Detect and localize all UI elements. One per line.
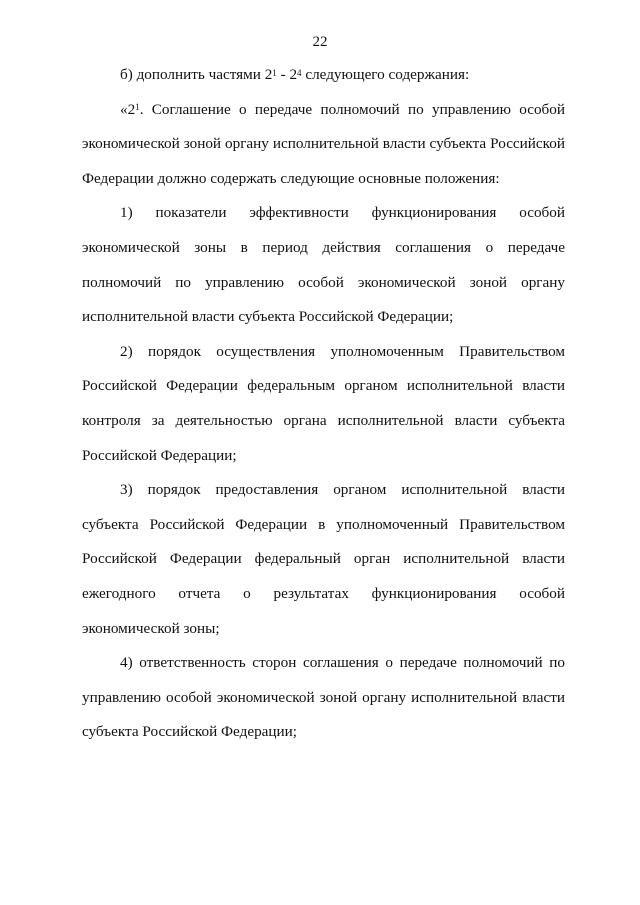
document-body	[82, 58, 565, 750]
intro-text-middle: - 2	[276, 66, 298, 83]
section-heading-text: . Соглашение о передаче полномочий по управлению особой экономической зоной органу исполнительной власти субъекта Российской Федерации должно содержать следующие основные положения:	[82, 100, 565, 187]
intro-superscript-2: 4	[297, 67, 302, 78]
page-number: 22	[312, 34, 328, 50]
list-item-2: 2) порядок осуществления уполномоченным Правительством Российской Федерации федеральным органом исполнительной власти контроля за деятельностью органа исполнительной власти субъекта Российской Федерации;	[82, 342, 565, 464]
section-heading-superscript: 1	[135, 102, 140, 113]
list-item-4: 4) ответственность сторон соглашения о передаче полномочий по управлению особой экономической зоной органу исполнительной власти субъекта Российской Федерации;	[82, 654, 565, 741]
section-heading-prefix: «2	[120, 100, 136, 118]
intro-text-before: б) дополнить частями 2	[120, 66, 273, 83]
intro-paragraph	[82, 58, 565, 93]
list-item-1: 1) показатели эффективности функционирования особой экономической зоны в период действия соглашения о передаче полномочий по управлению особой экономической зоной органу исполнительной власти субъекта Российской Федерации;	[82, 204, 565, 326]
list-item-3: 3) порядок предоставления органом исполнительной власти субъекта Российской Федерации в уполномоченный Правительством Российской Федерации федеральный орган исполнительной власти ежегодного отчета о результатах функционирования особой экономической зоны;	[82, 481, 565, 637]
intro-text-after: следующего содержания:	[301, 66, 470, 83]
intro-superscript-1: 1	[272, 67, 277, 78]
section-heading-paragraph	[82, 93, 565, 197]
